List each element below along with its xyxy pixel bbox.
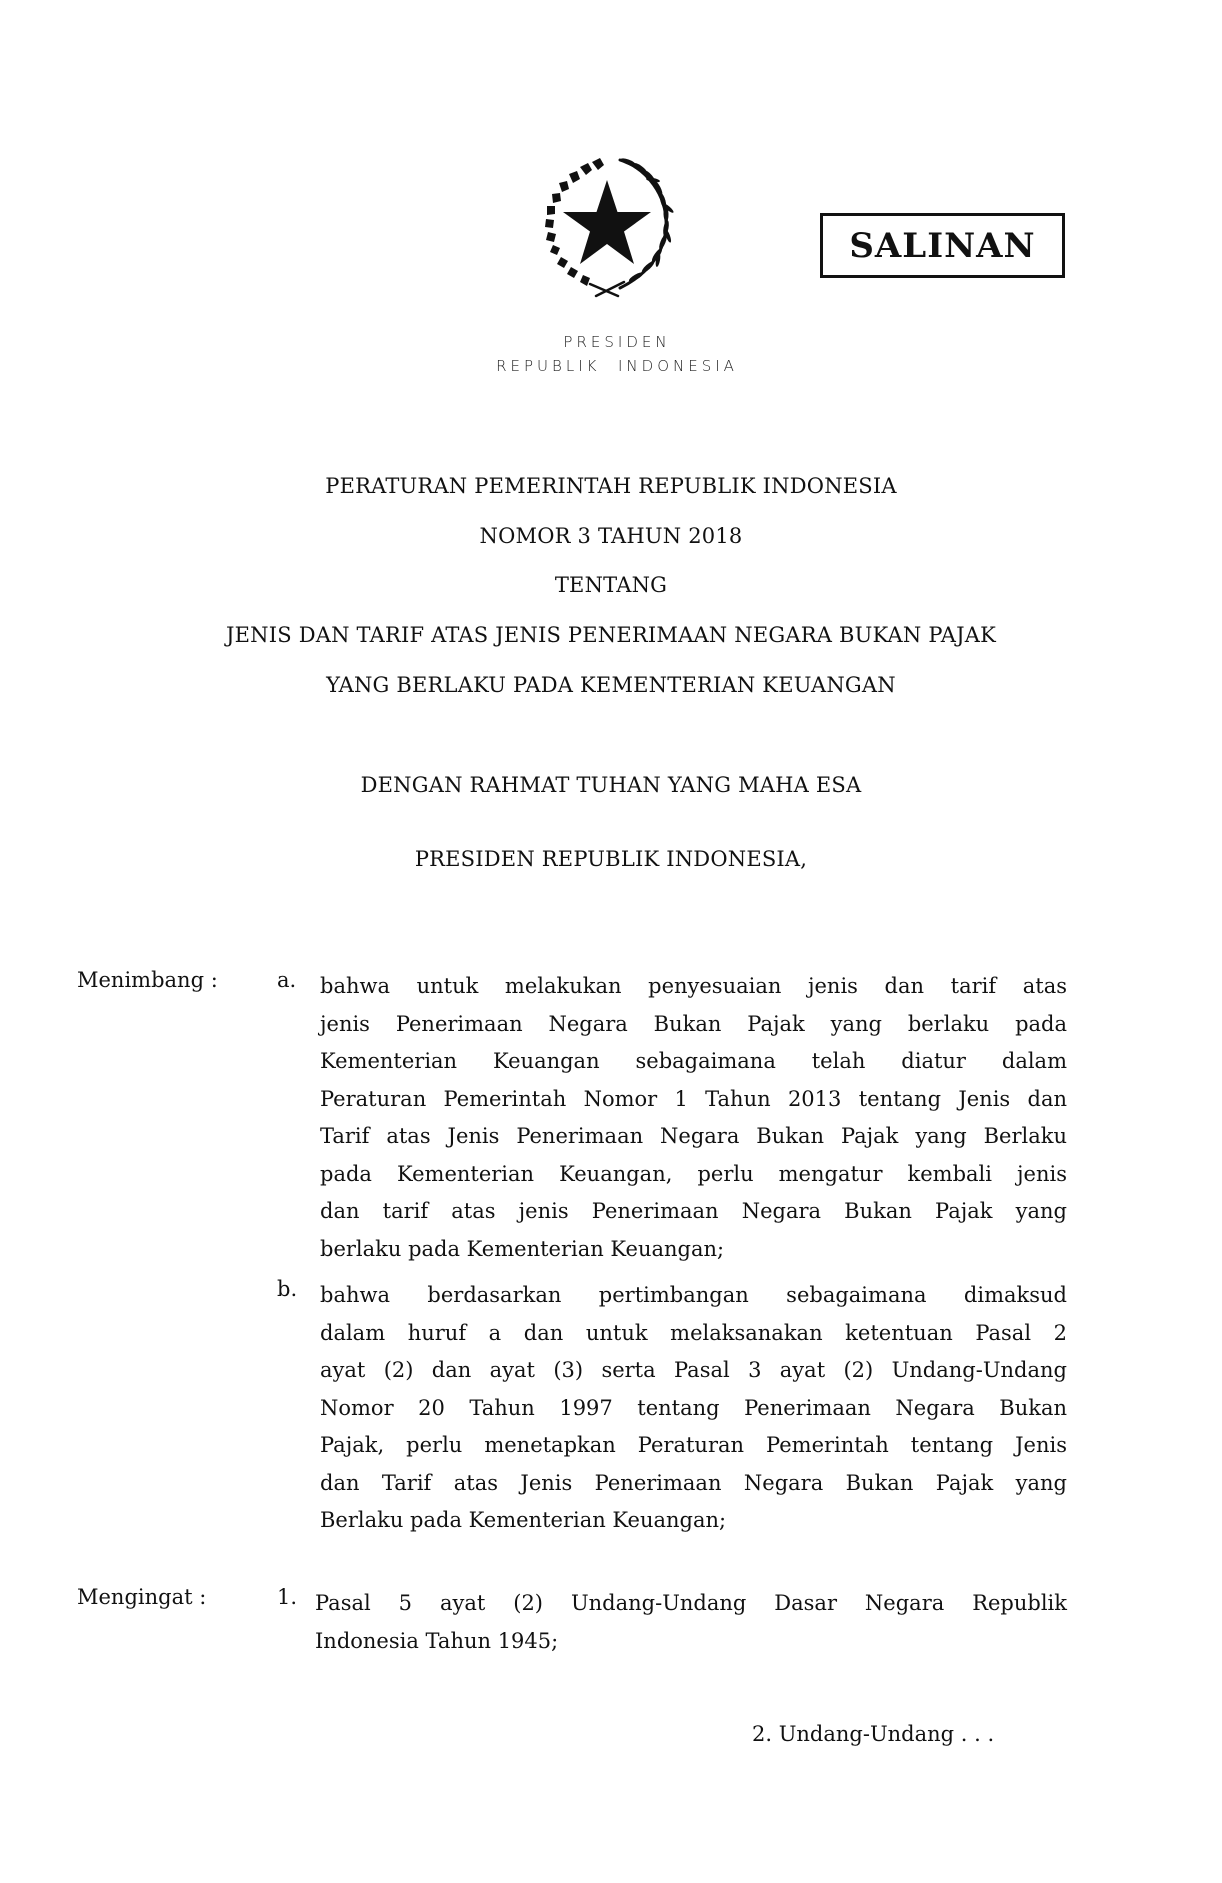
text-line: Pajak, perlu menetapkan Peraturan Pemerintah tentang Jenis	[320, 1433, 1067, 1457]
text-line: Peraturan Pemerintah Nomor 1 Tahun 2013 tentang Jenis dan	[320, 1086, 1067, 1111]
recalling-item-marker: 1.	[277, 1585, 298, 1609]
recalling-item-text	[315, 1585, 1067, 1660]
considering-item-text	[320, 1277, 1067, 1540]
text-line: berlaku pada Kementerian Keuangan;	[320, 1236, 725, 1261]
copy-stamp-label: SALINAN	[849, 225, 1036, 266]
text-line: dalam huruf a dan untuk melaksanakan ketentuan Pasal 2	[320, 1320, 1067, 1345]
invocation: DENGAN RAHMAT TUHAN YANG MAHA ESA	[360, 773, 862, 797]
text-line: dan tarif atas jenis Penerimaan Negara Bukan Pajak yang	[320, 1199, 1067, 1223]
text-line: Berlaku pada Kementerian Keuangan;	[320, 1508, 727, 1532]
text-line: bahwa berdasarkan pertimbangan sebagaimana dimaksud	[320, 1283, 1067, 1307]
considering-item-marker: a.	[277, 968, 297, 992]
text-line: Indonesia Tahun 1945;	[315, 1628, 559, 1653]
regulation-number: NOMOR 3 TAHUN 2018	[479, 524, 743, 548]
text-line: dan Tarif atas Jenis Penerimaan Negara Bukan Pajak yang	[320, 1470, 1067, 1495]
presidential-emblem-icon	[528, 150, 686, 300]
text-line: Pasal 5 ayat (2) Undang-Undang Dasar Negara Republik	[315, 1591, 1067, 1615]
letterhead-line-2: REPUBLIK INDONESIA	[496, 357, 738, 375]
regulation-about-label: TENTANG	[554, 573, 668, 597]
considering-label: Menimbang :	[77, 968, 218, 992]
text-line: Tarif atas Jenis Penerimaan Negara Bukan Pajak yang Berlaku	[320, 1124, 1067, 1148]
considering-item-text	[320, 968, 1067, 1268]
regulation-title: PERATURAN PEMERINTAH REPUBLIK INDONESIA	[325, 474, 897, 498]
regulation-subject-line-1: JENIS DAN TARIF ATAS JENIS PENERIMAAN NEGARA BUKAN PAJAK	[226, 623, 996, 647]
copy-stamp	[820, 213, 1065, 278]
star-icon	[563, 180, 651, 264]
text-line: ayat (2) dan ayat (3) serta Pasal 3 ayat (2) Undang-Undang	[320, 1358, 1067, 1382]
text-line: jenis Penerimaan Negara Bukan Pajak yang berlaku pada	[320, 1011, 1067, 1036]
letterhead-line-1: PRESIDEN	[563, 333, 671, 351]
text-line: pada Kementerian Keuangan, perlu mengatur kembali jenis	[320, 1161, 1067, 1186]
enacting-authority: PRESIDEN REPUBLIK INDONESIA,	[414, 847, 808, 871]
text-line: Kementerian Keuangan sebagaimana telah diatur dalam	[320, 1049, 1067, 1073]
considering-item-marker: b.	[277, 1277, 298, 1301]
regulation-subject-line-2: YANG BERLAKU PADA KEMENTERIAN KEUANGAN	[326, 673, 896, 697]
text-line: Nomor 20 Tahun 1997 tentang Penerimaan Negara Bukan	[320, 1395, 1067, 1420]
recalling-label: Mengingat :	[77, 1585, 207, 1609]
page-continuation: 2. Undang-Undang . . .	[752, 1722, 995, 1746]
text-line: bahwa untuk melakukan penyesuaian jenis dan tarif atas	[320, 974, 1067, 998]
